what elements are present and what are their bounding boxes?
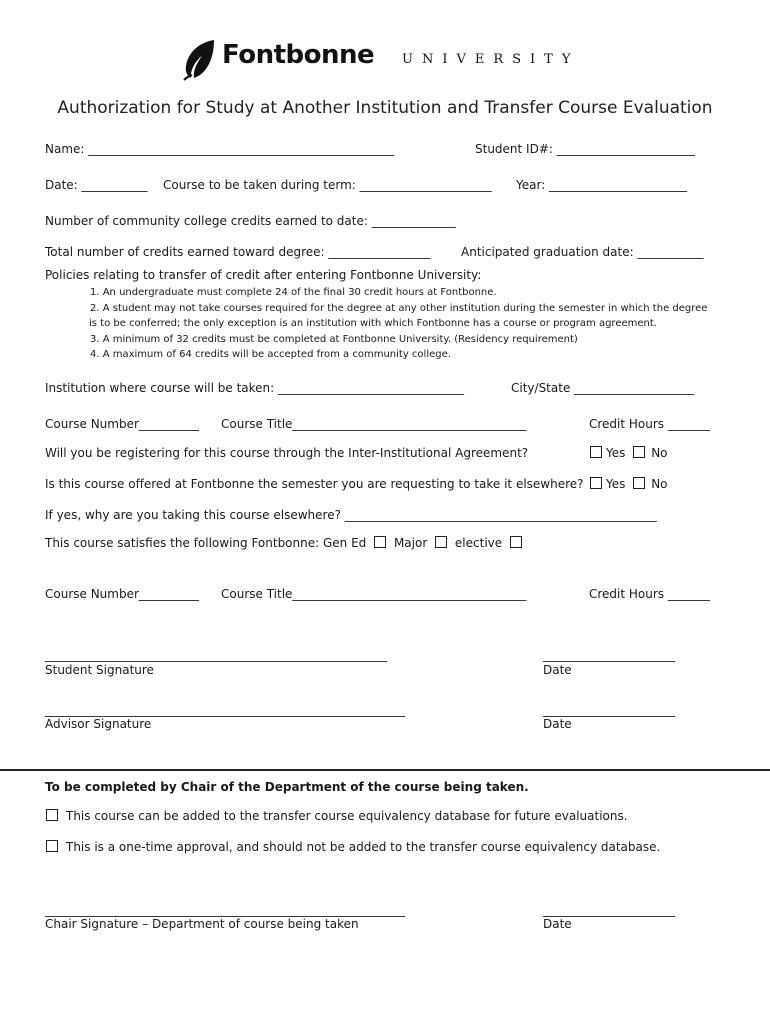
- satisfies-row: [45, 536, 526, 550]
- graduation-date-field[interactable]: Anticipated graduation date: ___________: [461, 245, 704, 259]
- student-date-label: Date: [543, 663, 572, 677]
- leaf-logo-icon: [180, 38, 218, 82]
- offered-question: Is this course offered at Fontbonne the semester you are requesting to take it elsewhere?: [45, 477, 584, 491]
- date-field[interactable]: Date: ___________: [45, 178, 148, 192]
- course-number-field[interactable]: Course Number__________: [45, 417, 199, 431]
- credit-hours-field[interactable]: Credit Hours _______: [589, 417, 710, 431]
- chair-date-line[interactable]: ______________________: [543, 903, 675, 917]
- yes-label: Yes: [606, 477, 626, 491]
- chair-date-label: Date: [543, 917, 572, 931]
- add-database-label: This course can be added to the transfer course equivalency database for future evaluations.: [66, 809, 628, 823]
- cc-credits-field[interactable]: Number of community college credits earned to date: ______________: [45, 214, 456, 228]
- policies-list: [90, 285, 707, 363]
- satisfies-label: This course satisfies the following Fontbonne: Gen Ed: [45, 536, 367, 550]
- institution-field[interactable]: Institution where course will be taken: _______________________________: [45, 381, 465, 395]
- city-state-field[interactable]: City/State ____________________: [511, 381, 695, 395]
- agreement-options: [590, 446, 668, 460]
- elective-checkbox[interactable]: [510, 536, 522, 548]
- one-time-checkbox[interactable]: [46, 840, 58, 852]
- course-title-field[interactable]: Course Title_______________________________________: [221, 587, 527, 601]
- total-credits-field[interactable]: Total number of credits earned toward degree: _________________: [45, 245, 431, 259]
- student-id-field[interactable]: Student ID#: _______________________: [475, 142, 695, 156]
- no-label: No: [651, 446, 668, 460]
- advisor-signature-label: Advisor Signature: [45, 717, 152, 731]
- no-label: No: [651, 477, 668, 491]
- chair-signature-label: Chair Signature – Department of course being taken: [45, 917, 359, 931]
- reason-field[interactable]: If yes, why are you taking this course elsewhere? ____________________________________________________: [45, 508, 657, 522]
- student-signature-label: Student Signature: [45, 663, 154, 677]
- student-signature-line[interactable]: _________________________________________________________: [45, 648, 387, 662]
- policy-item: is to be conferred; the only exception is an institution with which Fontbonne has a course or program agreement.: [89, 318, 657, 329]
- gen-ed-checkbox[interactable]: [374, 536, 386, 548]
- no-checkbox[interactable]: [633, 446, 645, 458]
- yes-checkbox[interactable]: [590, 446, 602, 458]
- major-label: Major: [393, 536, 428, 550]
- elective-label: elective: [454, 536, 503, 550]
- student-date-line[interactable]: ______________________: [543, 648, 675, 662]
- chair-heading: To be completed by Chair of the Department of the course being taken.: [45, 780, 529, 794]
- major-checkbox[interactable]: [435, 536, 447, 548]
- section-divider: [0, 769, 770, 771]
- advisor-date-line[interactable]: ______________________: [543, 703, 675, 717]
- course-title-field[interactable]: Course Title_______________________________________: [221, 417, 527, 431]
- term-field[interactable]: Course to be taken during term: ______________________: [163, 178, 492, 192]
- credit-hours-field[interactable]: Credit Hours _______: [589, 587, 710, 601]
- one-time-label: This is a one-time approval, and should not be added to the transfer course equivalency database.: [66, 840, 661, 854]
- yes-label: Yes: [606, 446, 626, 460]
- year-field[interactable]: Year: _______________________: [516, 178, 688, 192]
- policies-heading: Policies relating to transfer of credit after entering Fontbonne University:: [45, 268, 482, 282]
- yes-checkbox[interactable]: [590, 477, 602, 489]
- no-checkbox[interactable]: [633, 477, 645, 489]
- logo-subtitle: UNIVERSITY: [402, 52, 580, 67]
- policy-item: 4. A maximum of 64 credits will be accepted from a community college.: [90, 349, 451, 360]
- policy-item: 1. An undergraduate must complete 24 of the final 30 credit hours at Fontbonne.: [90, 287, 497, 298]
- chair-option-onetime: [46, 840, 660, 854]
- chair-option-add: [46, 809, 628, 823]
- logo-wordmark: Fontbonne: [222, 40, 375, 70]
- advisor-signature-line[interactable]: ____________________________________________________________: [45, 703, 405, 717]
- name-field[interactable]: Name: ___________________________________________________: [45, 142, 395, 156]
- course-number-field[interactable]: Course Number__________: [45, 587, 199, 601]
- policy-item: 2. A student may not take courses required for the degree at any other institution during the semester in which the degree: [90, 302, 708, 314]
- add-database-checkbox[interactable]: [46, 809, 58, 821]
- advisor-date-label: Date: [543, 717, 572, 731]
- chair-signature-line[interactable]: ____________________________________________________________: [45, 903, 405, 917]
- offered-options: [590, 477, 668, 491]
- policy-item: 3. A minimum of 32 credits must be completed at Fontbonne University. (Residency requirement): [90, 333, 578, 345]
- agreement-question: Will you be registering for this course through the Inter-Institutional Agreement?: [45, 446, 529, 460]
- page-title: Authorization for Study at Another Institution and Transfer Course Evaluation: [57, 98, 713, 118]
